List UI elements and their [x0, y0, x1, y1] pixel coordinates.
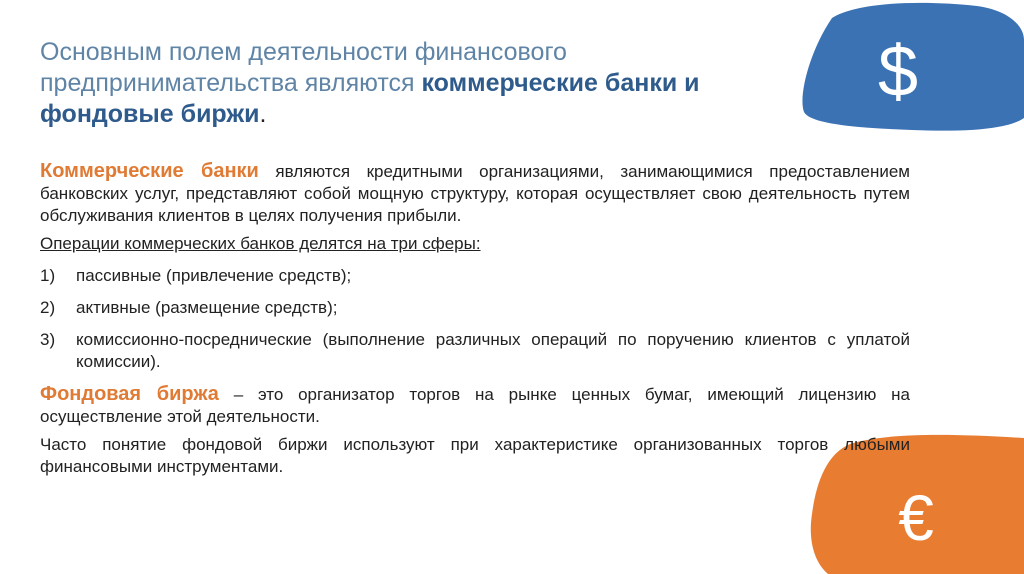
list-item: [40, 329, 910, 373]
banks-text: являются кредитными организациями, занимающимися предоставлением банковских услуг, представляют собой мощную структуру, которая осуществляет свою деятельность путем обслуживания клиентов в целях получения прибыли.: [40, 162, 910, 225]
slide-body: [40, 160, 910, 484]
list-item: [40, 265, 910, 287]
list-text: активные (размещение средств);: [76, 298, 338, 317]
list-number: 2): [40, 298, 56, 317]
slide-title: [40, 37, 800, 130]
list-text: пассивные (привлечение средств);: [76, 266, 352, 285]
banks-term: Коммерческие банки: [40, 160, 259, 182]
dollar-icon: $: [877, 32, 919, 112]
operations-list: [40, 265, 910, 373]
list-number: 3): [40, 330, 56, 349]
euro-icon: €: [898, 482, 934, 554]
note-paragraph: Часто понятие фондовой биржи используют при характеристике организованных торгов любыми финансовыми инструментами.: [40, 435, 910, 476]
dollar-blob: [802, 0, 1024, 132]
list-item: [40, 297, 910, 319]
title-text: Основным полем деятельности финансового предпринимательства являются: [40, 38, 567, 97]
exchange-text: – это организатор торгов на рынке ценных бумаг, имеющий лицензию на осуществление этой деятельности.: [40, 385, 910, 426]
list-text: комиссионно-посреднические (выполнение различных операций по поручению клиентов с уплатой комиссии).: [76, 330, 910, 371]
operations-heading: Операции коммерческих банков делятся на три сферы:: [40, 234, 481, 253]
title-end: .: [259, 100, 267, 128]
banks-paragraph: [40, 160, 910, 227]
exchange-paragraph: [40, 383, 910, 428]
exchange-term: Фондовая биржа: [40, 383, 219, 405]
list-number: 1): [40, 266, 56, 285]
title-highlight: коммерческие банки и фондовые биржи: [40, 69, 700, 128]
